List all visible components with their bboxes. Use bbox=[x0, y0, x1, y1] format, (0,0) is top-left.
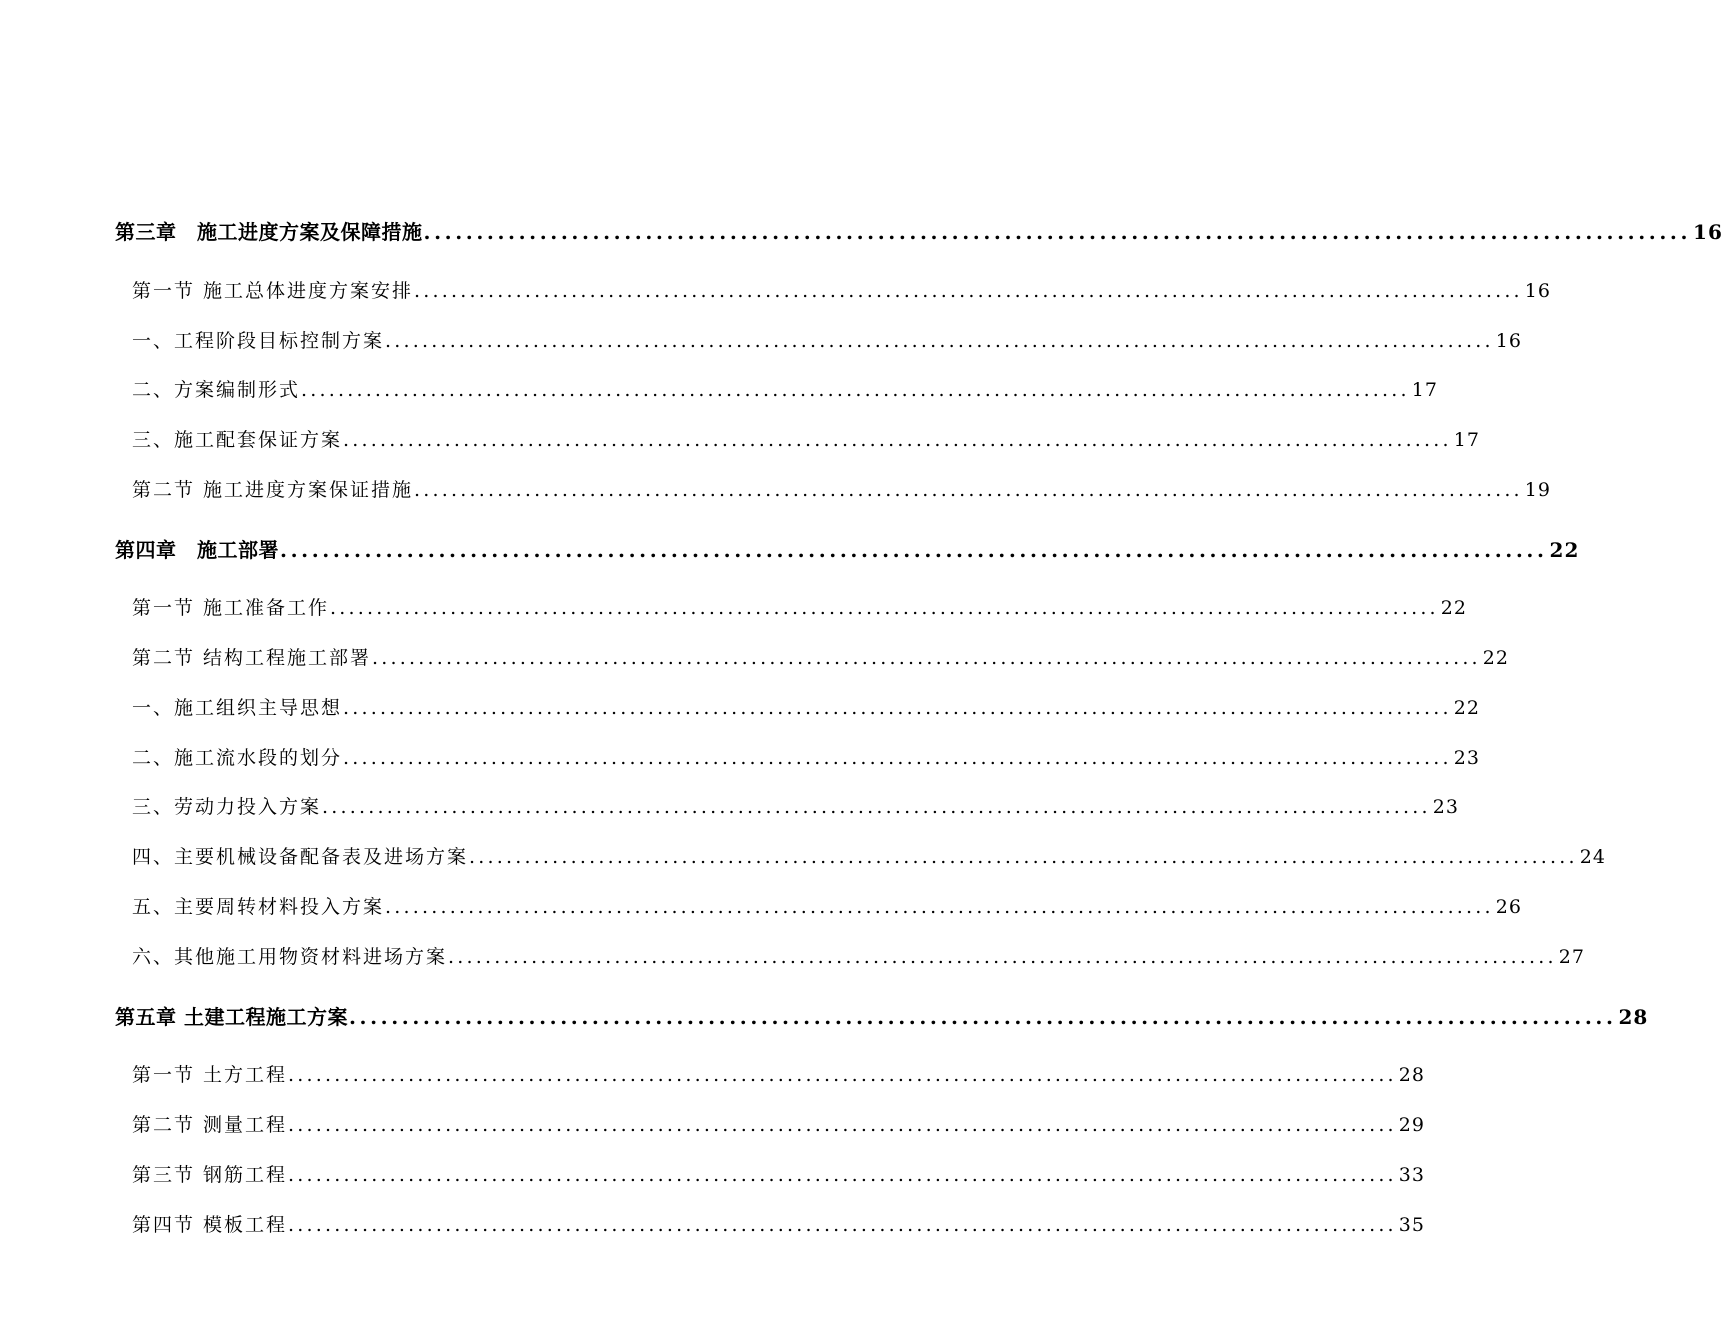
toc-leader-dots: ........................................................................................................................ bbox=[423, 220, 1692, 244]
toc-entry-subsection[interactable] bbox=[132, 792, 1459, 819]
toc-entry-title: 第三章 施工进度方案及保障措施 bbox=[115, 220, 423, 244]
toc-entry-section[interactable] bbox=[132, 1060, 1425, 1087]
toc-entry-title: 三、施工配套保证方案 bbox=[132, 429, 343, 451]
toc-entry-subsection[interactable] bbox=[132, 425, 1480, 452]
toc-entry-subsection[interactable] bbox=[132, 842, 1606, 869]
toc-leader-dots: ........................................................................................................................ bbox=[288, 1114, 1397, 1136]
toc-entry-section[interactable] bbox=[132, 643, 1509, 670]
toc-entry-page-number: 28 bbox=[1398, 1064, 1425, 1086]
toc-leader-dots: ........................................................................................................................ bbox=[343, 429, 1452, 451]
toc-entry-subsection[interactable] bbox=[132, 326, 1522, 353]
toc-leader-dots: ........................................................................................................................ bbox=[301, 379, 1410, 401]
toc-entry-page-number: 24 bbox=[1579, 846, 1606, 868]
toc-entry-page-number: 22 bbox=[1453, 697, 1480, 719]
toc-entry-chapter-4[interactable] bbox=[115, 534, 1580, 563]
toc-entry-page-number: 29 bbox=[1398, 1114, 1425, 1136]
toc-entry-page-number: 17 bbox=[1453, 429, 1480, 451]
toc-entry-section[interactable] bbox=[132, 1160, 1425, 1187]
toc-entry-title: 一、工程阶段目标控制方案 bbox=[132, 330, 385, 352]
toc-entry-title: 一、施工组织主导思想 bbox=[132, 697, 343, 719]
toc-entry-section[interactable] bbox=[132, 593, 1467, 620]
toc-entry-subsection[interactable] bbox=[132, 743, 1480, 770]
toc-entry-title: 第五章 土建工程施工方案 bbox=[115, 1005, 348, 1029]
toc-entry-page-number: 33 bbox=[1398, 1164, 1425, 1186]
toc-entry-subsection[interactable] bbox=[132, 375, 1438, 402]
toc-entry-section[interactable] bbox=[132, 276, 1551, 303]
toc-entry-subsection[interactable] bbox=[132, 892, 1522, 919]
toc-leader-dots: ........................................................................................................................ bbox=[448, 946, 1557, 968]
toc-entry-page-number: 26 bbox=[1495, 896, 1522, 918]
toc-leader-dots: ........................................................................................................................ bbox=[414, 479, 1523, 501]
toc-entry-chapter-5[interactable] bbox=[115, 1001, 1649, 1030]
toc-entry-page-number: 28 bbox=[1618, 1005, 1649, 1029]
toc-leader-dots: ........................................................................................................................ bbox=[322, 796, 1431, 818]
toc-entry-section[interactable] bbox=[132, 1110, 1425, 1137]
toc-leader-dots: ........................................................................................................................ bbox=[385, 330, 1494, 352]
toc-entry-title: 第二节 结构工程施工部署 bbox=[132, 647, 372, 669]
toc-leader-dots: ........................................................................................................................ bbox=[348, 1005, 1617, 1029]
toc-entry-page-number: 19 bbox=[1524, 479, 1551, 501]
toc-entry-subsection[interactable] bbox=[132, 942, 1585, 969]
toc-leader-dots: ........................................................................................................................ bbox=[385, 896, 1494, 918]
toc-entry-page-number: 27 bbox=[1558, 946, 1585, 968]
toc-entry-chapter-3[interactable] bbox=[115, 216, 1723, 245]
toc-entry-page-number: 22 bbox=[1440, 597, 1467, 619]
toc-entry-page-number: 22 bbox=[1549, 538, 1580, 562]
toc-leader-dots: ........................................................................................................................ bbox=[414, 280, 1523, 302]
toc-leader-dots: ........................................................................................................................ bbox=[330, 597, 1439, 619]
toc-entry-title: 第一节 施工总体进度方案安排 bbox=[132, 280, 414, 302]
toc-entry-title: 四、主要机械设备配备表及进场方案 bbox=[132, 846, 469, 868]
toc-entry-title: 第四章 施工部署 bbox=[115, 538, 279, 562]
toc-leader-dots: ........................................................................................................................ bbox=[372, 647, 1481, 669]
toc-entry-title: 三、劳动力投入方案 bbox=[132, 796, 322, 818]
toc-entry-page-number: 23 bbox=[1432, 796, 1459, 818]
toc-leader-dots: ........................................................................................................................ bbox=[343, 747, 1452, 769]
toc-entry-title: 第二节 测量工程 bbox=[132, 1114, 288, 1136]
toc-entry-section[interactable] bbox=[132, 1210, 1425, 1237]
toc-leader-dots: ........................................................................................................................ bbox=[288, 1064, 1397, 1086]
toc-leader-dots: ........................................................................................................................ bbox=[288, 1164, 1397, 1186]
toc-entry-title: 第三节 钢筋工程 bbox=[132, 1164, 288, 1186]
toc-entry-title: 第二节 施工进度方案保证措施 bbox=[132, 479, 414, 501]
toc-entry-title: 二、方案编制形式 bbox=[132, 379, 301, 401]
toc-entry-page-number: 17 bbox=[1411, 379, 1438, 401]
toc-leader-dots: ........................................................................................................................ bbox=[469, 846, 1578, 868]
toc-entry-page-number: 35 bbox=[1398, 1214, 1425, 1236]
toc-entry-page-number: 16 bbox=[1495, 330, 1522, 352]
toc-entry-title: 第一节 施工准备工作 bbox=[132, 597, 330, 619]
toc-leader-dots: ........................................................................................................................ bbox=[343, 697, 1452, 719]
toc-entry-title: 第一节 土方工程 bbox=[132, 1064, 288, 1086]
toc-entry-title: 第四节 模板工程 bbox=[132, 1214, 288, 1236]
toc-entry-section[interactable] bbox=[132, 475, 1551, 502]
toc-entry-title: 二、施工流水段的划分 bbox=[132, 747, 343, 769]
toc-entry-title: 六、其他施工用物资材料进场方案 bbox=[132, 946, 448, 968]
toc-entry-page-number: 22 bbox=[1482, 647, 1509, 669]
toc-entry-title: 五、主要周转材料投入方案 bbox=[132, 896, 385, 918]
toc-leader-dots: ........................................................................................................................ bbox=[288, 1214, 1397, 1236]
toc-entry-subsection[interactable] bbox=[132, 693, 1480, 720]
toc-entry-page-number: 16 bbox=[1693, 220, 1723, 244]
toc-entry-page-number: 23 bbox=[1453, 747, 1480, 769]
toc-entry-page-number: 16 bbox=[1524, 280, 1551, 302]
toc-leader-dots: ........................................................................................................................ bbox=[280, 538, 1548, 562]
